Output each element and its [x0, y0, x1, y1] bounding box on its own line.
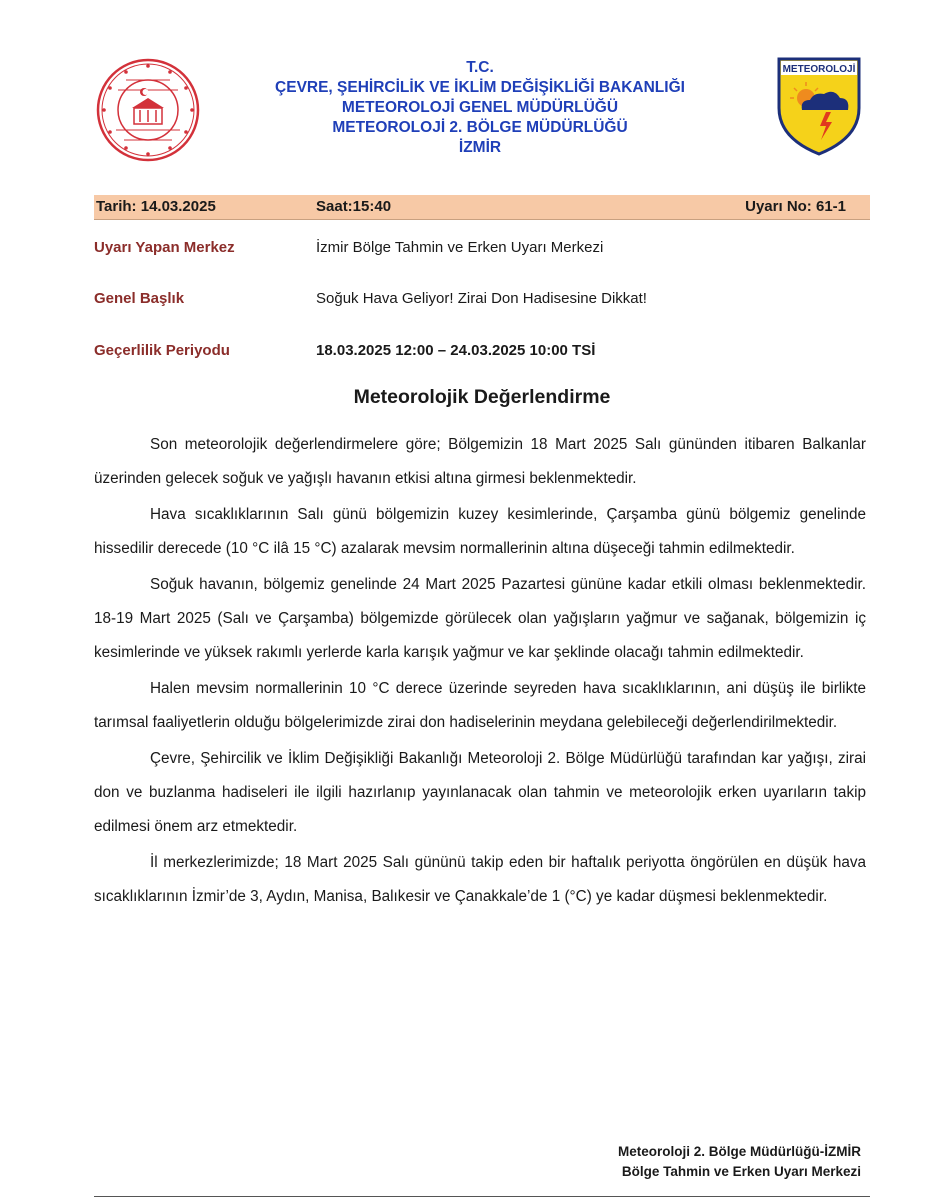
info-bar: [94, 195, 870, 220]
signature-block: [618, 1142, 861, 1182]
page-bottom-divider: [94, 1196, 870, 1197]
body-text: [94, 428, 866, 916]
header-titles: [200, 58, 760, 158]
header-line-ministry: ÇEVRE, ŞEHİRCİLİK VE İKLİM DEĞİŞİKLİĞİ BAKANLIĞI: [275, 79, 685, 96]
paragraph: Soğuk havanın, bölgemiz genelinde 24 Mart 2025 Pazartesi gününe kadar etkili olması beklenmektedir. 18-19 Mart 2025 (Salı ve Çarşamba) bölgemizde görülecek olan yağışların yağmur ve sağanak, bölgemizin iç kesimlerinde ve yüksek rakımlı yerlerde karla karışık yağmur ve kar şeklinde olacağı tahmin edilmektedir.: [94, 576, 866, 661]
warning-number: Uyarı No: 61-1: [745, 198, 846, 215]
signature-line-directorate: Meteoroloji 2. Bölge Müdürlüğü-İZMİR: [618, 1144, 861, 1159]
header-line-city: İZMİR: [458, 139, 502, 156]
paragraph: Hava sıcaklıklarının Salı günü bölgemizin kuzey kesimlerinde, Çarşamba günü bölgemiz genelinde hissedilir derecede (10 °C ilâ 15 °C) azalarak mevsim normallerinin altına düşeceği tahmin edilmektedir.: [94, 506, 866, 557]
paragraph: Halen mevsim normallerinin 10 °C derece üzerinde seyreden hava sıcaklıklarının, ani düşüş ile birlikte tarımsal faaliyetlerin olduğu bölgelerimizde zirai don hadiselerinin meydana gelebileceği değerlendirilmektedir.: [94, 680, 866, 731]
ministry-seal-icon: [96, 58, 200, 162]
validity-value: 18.03.2025 12:00 – 24.03.2025 10:00 TSİ: [316, 342, 596, 359]
signature-line-center: Bölge Tahmin ve Erken Uyarı Merkezi: [621, 1164, 861, 1179]
headline-value: Soğuk Hava Geliyor! Zirai Don Hadisesine Dikkat!: [316, 290, 647, 307]
headline-label: Genel Başlık: [94, 290, 185, 307]
center-value: İzmir Bölge Tahmin ve Erken Uyarı Merkezi: [316, 239, 604, 256]
issue-date: Tarih: 14.03.2025: [96, 198, 216, 215]
section-title: Meteorolojik Değerlendirme: [353, 386, 611, 408]
header-line-tc: T.C.: [466, 59, 494, 76]
meteorology-shield-icon: [776, 56, 862, 156]
header-line-general-directorate: METEOROLOJİ GENEL MÜDÜRLÜĞÜ: [341, 99, 619, 116]
paragraph: Çevre, Şehircilik ve İklim Değişikliği Bakanlığı Meteoroloji 2. Bölge Müdürlüğü tarafından kar yağışı, zirai don ve buzlanma hadiseleri ile ilgili hazırlanıp yayınlanacak olan tahmin ve meteorolojik erken uyarıların takip edilmesi önem arz etmektedir.: [94, 750, 866, 835]
paragraph: İl merkezlerimizde; 18 Mart 2025 Salı gününü takip eden bir haftalık periyotta öngörülen en düşük hava sıcaklıklarının İzmir’de 3, Aydın, Manisa, Balıkesir ve Çanakkale’de 1 (°C) ye kadar düşmesi beklenmektedir.: [94, 854, 866, 905]
center-label: Uyarı Yapan Merkez: [94, 239, 235, 256]
validity-label: Geçerlilik Periyodu: [94, 342, 230, 359]
shield-label: METEOROLOJİ: [782, 64, 856, 75]
issue-time: Saat:15:40: [316, 198, 392, 215]
header-line-regional-directorate: METEOROLOJİ 2. BÖLGE MÜDÜRLÜĞÜ: [332, 119, 628, 136]
paragraph: Son meteorolojik değerlendirmelere göre; Bölgemizin 18 Mart 2025 Salı gününden itibaren Balkanlar üzerinden gelecek soğuk ve yağışlı havanın etkisi altına girmesi beklenmektedir.: [94, 436, 866, 487]
